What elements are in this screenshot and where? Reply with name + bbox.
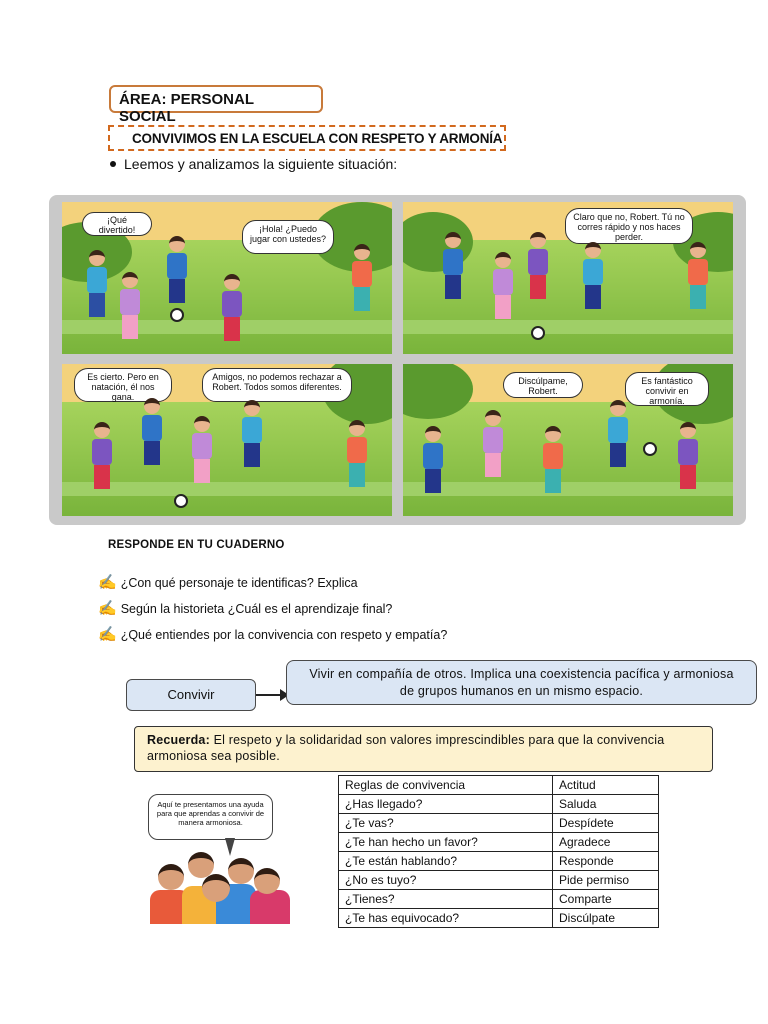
table-cell: Comparte xyxy=(553,890,659,909)
page-title: CONVIVIMOS EN LA ESCUELA CON RESPETO Y ARMONÍA xyxy=(108,125,506,151)
table-row xyxy=(339,795,659,814)
intro-bullet xyxy=(106,156,397,172)
question-item xyxy=(98,573,358,591)
table-row xyxy=(339,909,659,928)
questions-heading: RESPONDE EN TU CUADERNO xyxy=(108,539,285,551)
table-cell: Despídete xyxy=(553,814,659,833)
intro-text: Leemos y analizamos la siguiente situación: xyxy=(124,156,398,172)
table-cell: ¿Te vas? xyxy=(339,814,553,833)
question-text: ¿Con qué personaje te identificas? Explica xyxy=(120,576,358,590)
table-header-cell: Actitud xyxy=(553,776,659,795)
reminder-box xyxy=(134,726,713,772)
help-speech-bubble: Aquí te presentamos una ayuda para que aprendas a convivir de manera armoniosa. xyxy=(148,794,273,840)
speech-bubble: Discúlpame, Robert. xyxy=(503,372,583,398)
question-text: Según la historieta ¿Cuál es el aprendizaje final? xyxy=(120,602,393,616)
table-cell: ¿Te están hablando? xyxy=(339,852,553,871)
table-header-row xyxy=(339,776,659,795)
comic-panel-3 xyxy=(62,364,392,516)
table-cell: ¿Te has equivocado? xyxy=(339,909,553,928)
reminder-label: Recuerda: xyxy=(147,733,210,747)
question-item xyxy=(98,599,392,617)
table-cell: Saluda xyxy=(553,795,659,814)
table-cell: Discúlpate xyxy=(553,909,659,928)
table-cell: ¿Te han hecho un favor? xyxy=(339,833,553,852)
speech-bubble: Amigos, no podemos rechazar a Robert. Todos somos diferentes. xyxy=(202,368,352,402)
table-cell: ¿Tienes? xyxy=(339,890,553,909)
table-cell: Agradece xyxy=(553,833,659,852)
pencil-icon: ✍ xyxy=(98,626,117,643)
table-header-cell: Reglas de convivencia xyxy=(339,776,553,795)
speech-bubble: Es fantástico convivir en armonía. xyxy=(625,372,709,406)
comic-panel-4 xyxy=(403,364,733,516)
reminder-text: El respeto y la solidaridad son valores imprescindibles para que la convivencia armoniosa sea posible. xyxy=(147,733,665,763)
comic-strip xyxy=(49,195,746,525)
table-cell: ¿Has llegado? xyxy=(339,795,553,814)
definition-box: Vivir en compañía de otros. Implica una coexistencia pacífica y armoniosa de grupos humanos en un mismo espacio. xyxy=(286,660,757,705)
speech-bubble: ¡Qué divertido! xyxy=(82,212,152,236)
pencil-icon: ✍ xyxy=(98,574,117,591)
table-cell: Responde xyxy=(553,852,659,871)
comic-panel-2 xyxy=(403,202,733,354)
speech-bubble: Claro que no, Robert. Tú no corres rápido y nos haces perder. xyxy=(565,208,693,244)
speech-bubble: ¡Hola! ¿Puedo jugar con ustedes? xyxy=(242,220,334,254)
pencil-icon: ✍ xyxy=(98,600,117,617)
table-cell: Pide permiso xyxy=(553,871,659,890)
bullet-dot-icon xyxy=(110,161,116,167)
speech-bubble: Es cierto. Pero en natación, él nos gana. xyxy=(74,368,172,402)
question-item xyxy=(98,625,447,643)
table-cell: ¿No es tuyo? xyxy=(339,871,553,890)
table-row xyxy=(339,852,659,871)
table-row xyxy=(339,833,659,852)
table-row xyxy=(339,814,659,833)
area-label: ÁREA: PERSONAL SOCIAL xyxy=(109,85,323,113)
question-text: ¿Qué entiendes por la convivencia con respeto y empatía? xyxy=(120,628,448,642)
rules-table xyxy=(338,775,659,928)
table-row xyxy=(339,871,659,890)
table-row xyxy=(339,890,659,909)
term-box: Convivir xyxy=(126,679,256,711)
comic-panel-1 xyxy=(62,202,392,354)
children-group-image xyxy=(150,850,290,924)
